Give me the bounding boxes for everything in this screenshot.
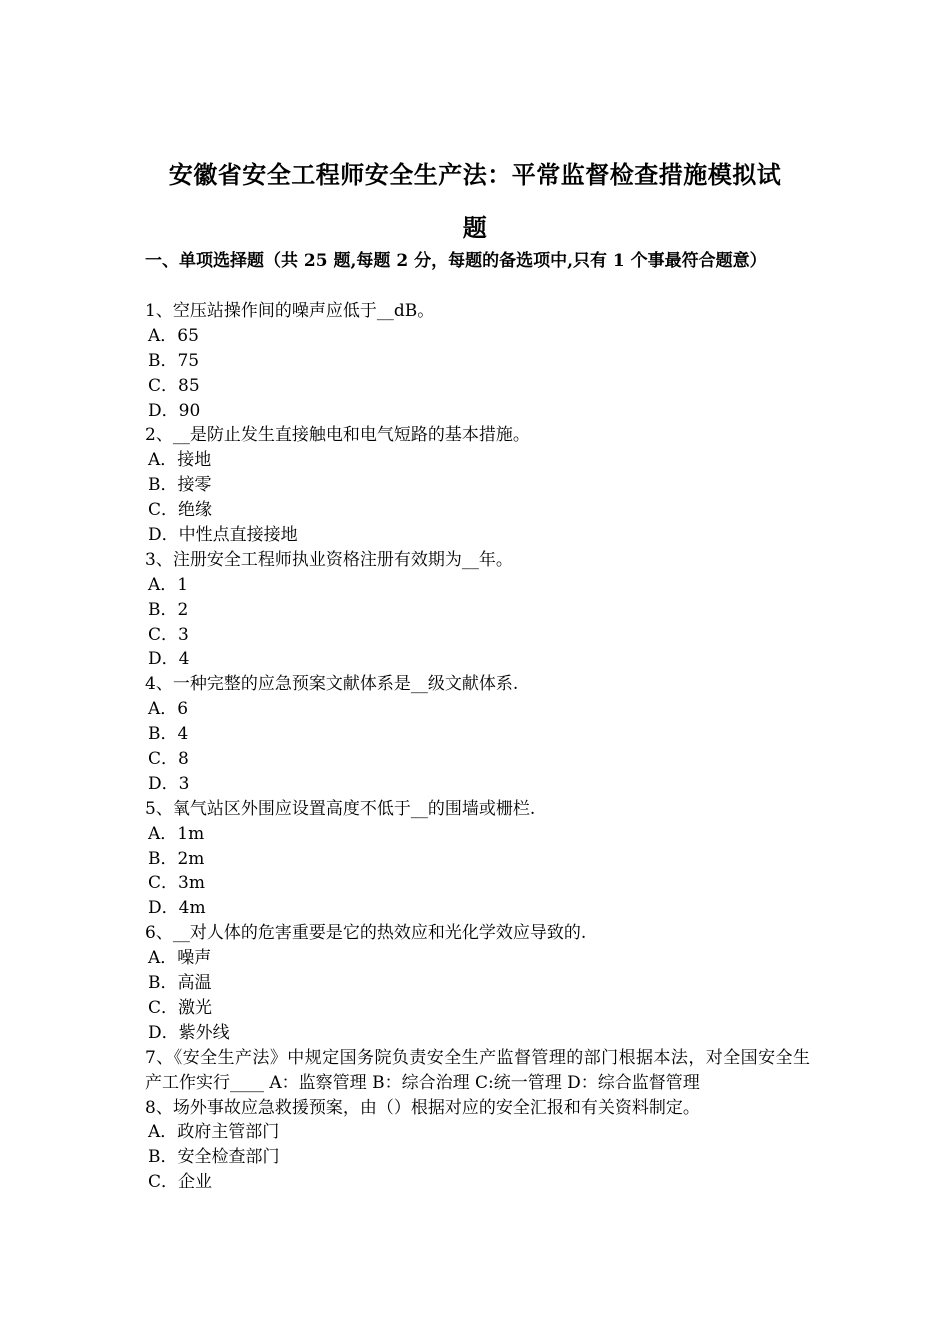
answer-option: A．1: [148, 574, 189, 595]
answer-option: B．2m: [148, 848, 205, 869]
answer-option: C．绝缘: [148, 500, 213, 521]
answer-option: D．90: [148, 400, 201, 421]
answer-option: D．中性点直接接地: [148, 525, 298, 546]
answer-option: A．接地: [148, 450, 212, 471]
answer-option: B．安全检查部门: [148, 1147, 280, 1168]
question-stem: 4、一种完整的应急预案文献体系是__级文献体系.: [145, 674, 519, 695]
answer-option: B．接零: [148, 475, 212, 496]
answer-option: A．政府主管部门: [148, 1122, 280, 1143]
answer-option: C．企业: [148, 1172, 213, 1193]
answer-option: A．65: [148, 325, 199, 346]
answer-option: C．3m: [148, 873, 205, 894]
answer-option: C．8: [148, 749, 189, 770]
section-heading: 一、单项选择题（共 25 题,每题 2 分，每题的备选项中,只有 1 个事最符合题意）: [145, 251, 767, 271]
question-stem: 7、《安全生产法》中规定国务院负责安全生产监督管理的部门根据本法，对全国安全生产工作实行____ A：监察管理 B：综合治理 C:统一管理 D：综合监督管理: [145, 1047, 810, 1093]
question-stem: 1、空压站操作间的噪声应低于__dB。: [145, 301, 435, 321]
answer-option: A．1m: [148, 823, 205, 844]
document-title: [145, 148, 805, 254]
question-list: [145, 299, 810, 1195]
question-stem: 6、__对人体的危害重要是它的热效应和光化学效应导致的.: [145, 923, 587, 944]
answer-option: B．4: [148, 724, 189, 745]
answer-option: C．激光: [148, 997, 213, 1018]
title-line-1: 安徽省安全工程师安全生产法：平常监督检查措施模拟试: [168, 160, 782, 189]
question-stem: 8、场外事故应急救援预案，由（）根据对应的安全汇报和有关资料制定。: [145, 1097, 700, 1118]
answer-option: C．3: [148, 624, 189, 645]
question-stem: 2、__是防止发生直接触电和电气短路的基本措施。: [145, 425, 530, 446]
answer-option: D．3: [148, 773, 190, 794]
answer-option: D．紫外线: [148, 1022, 230, 1043]
title-line-2: 题: [462, 213, 488, 242]
answer-option: A．6: [148, 699, 189, 720]
answer-option: D．4: [148, 649, 190, 670]
answer-option: B．75: [148, 350, 200, 371]
answer-option: B．高温: [148, 973, 212, 994]
question-stem: 3、注册安全工程师执业资格注册有效期为__年。: [145, 549, 513, 570]
answer-option: C．85: [148, 375, 200, 396]
answer-option: A．噪声: [148, 948, 212, 969]
answer-option: B．2: [148, 599, 189, 620]
answer-option: D．4m: [148, 898, 206, 919]
question-stem: 5、氧气站区外围应设置高度不低于__的围墙或栅栏.: [145, 798, 536, 819]
